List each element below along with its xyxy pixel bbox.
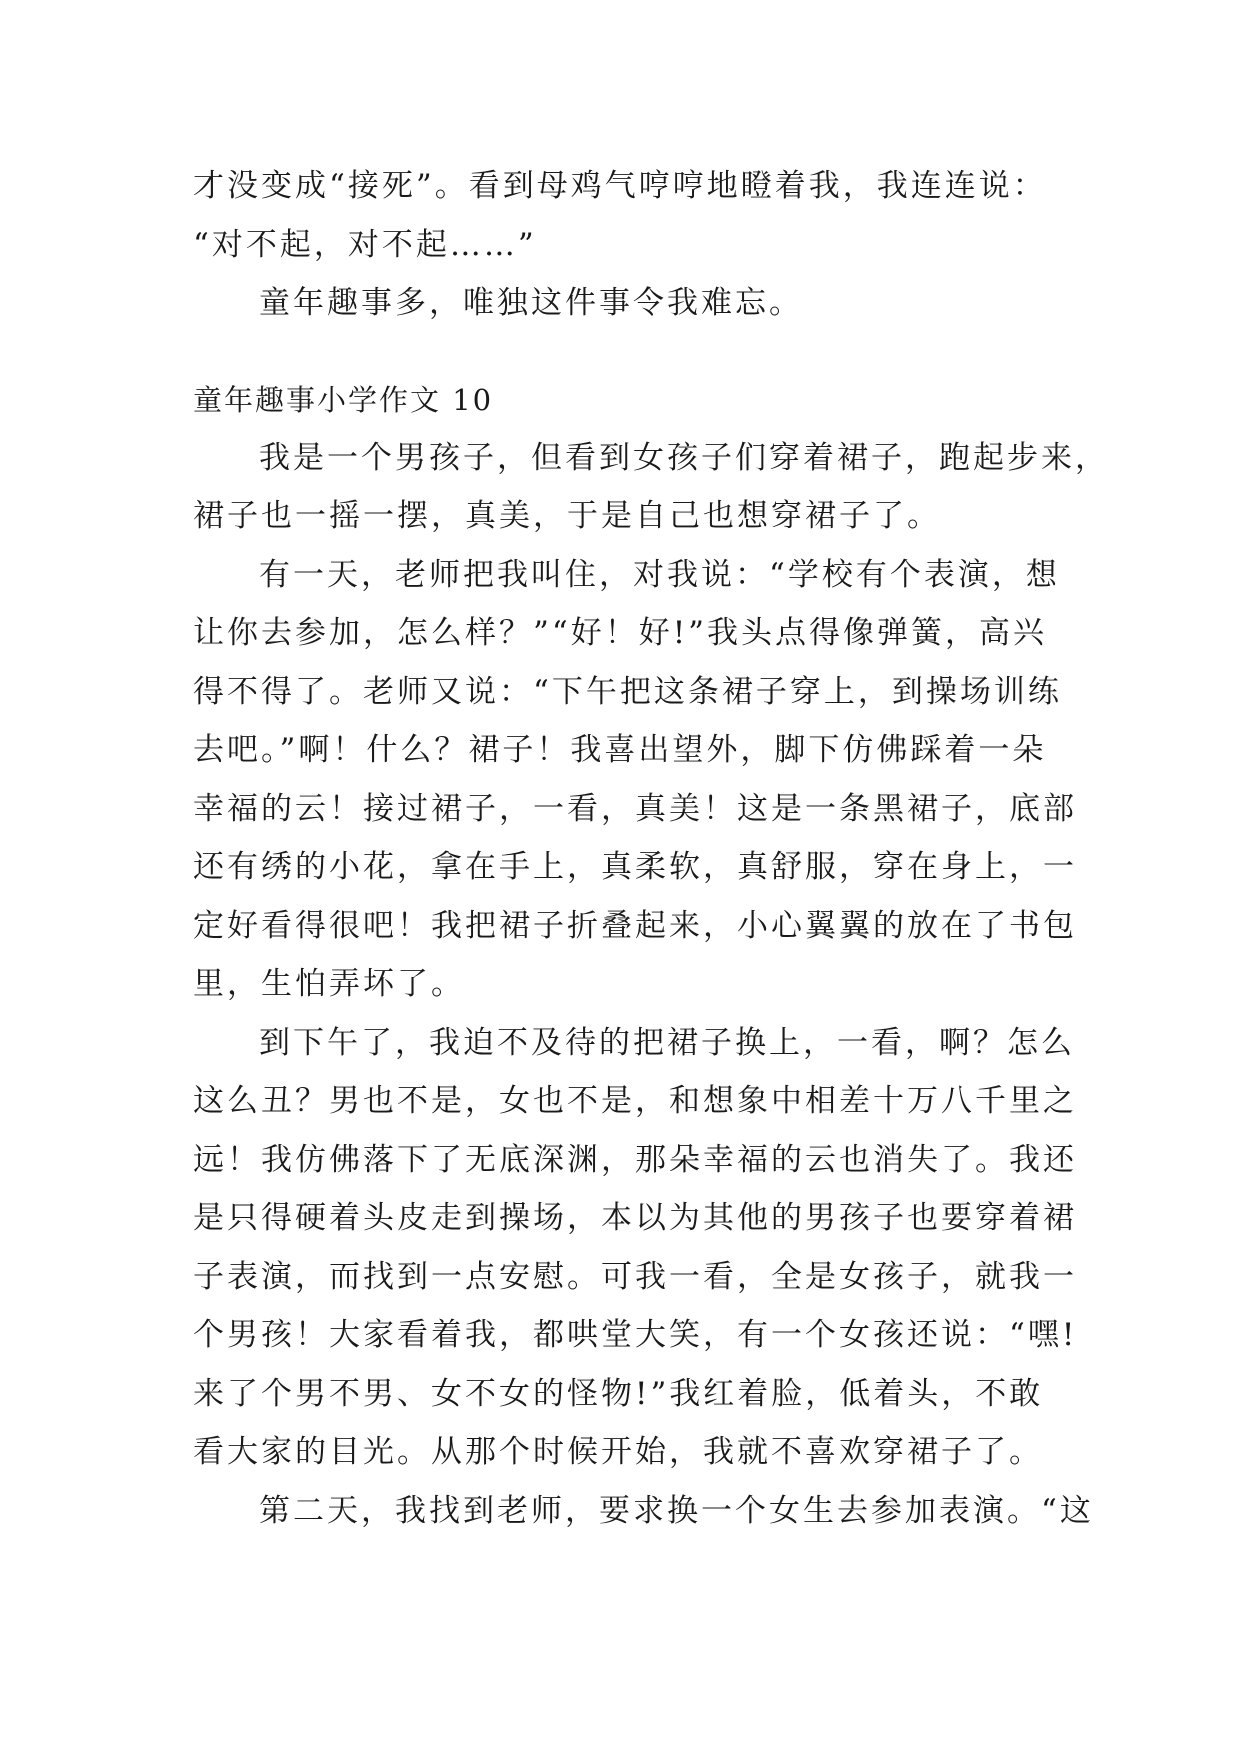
text-line: 有一天，老师把我叫住，对我说：“学校有个表演，想 <box>259 556 1060 593</box>
text-line: 这么丑？男也不是，女也不是，和想象中相差十万八千里之 <box>193 1083 1077 1119</box>
section-spacer <box>193 333 1055 371</box>
text-line: 还有绣的小花，拿在手上，真柔软，真舒服，穿在身上，一 <box>193 849 1077 885</box>
text-line: 到下午了，我迫不及待的把裙子换上，一看，啊？怎么 <box>259 1024 1075 1061</box>
text-line: 去吧。”啊！什么？裙子！我喜出望外，脚下仿佛踩着一朵 <box>193 732 1047 768</box>
text-line: 里，生怕弄坏了。 <box>193 966 465 1002</box>
text-line: 童年趣事多，唯独这件事令我难忘。 <box>259 285 803 321</box>
text-line: 第二天，我找到老师，要求换一个女生去参加表演。“这 <box>259 1492 1094 1529</box>
essay-paragraph-1 <box>193 429 1109 546</box>
closing-paragraph <box>193 274 1055 333</box>
essay-paragraph-3 <box>193 1014 1078 1482</box>
text-line: 子表演，而找到一点安慰。可我一看，全是女孩子，就我一 <box>193 1258 1077 1295</box>
essay-paragraph-2 <box>193 546 1077 1014</box>
text-line: 我是一个男孩子，但看到女孩子们穿着裙子，跑起步来， <box>259 439 1109 476</box>
essay-paragraph-4 <box>193 1482 1094 1541</box>
text-line: 得不得了。老师又说：“下午把这条裙子穿上，到操场训练 <box>193 673 1062 710</box>
text-line: 幸福的云！接过裙子，一看，真美！这是一条黑裙子，底部 <box>193 790 1077 827</box>
text-line: 是只得硬着头皮走到操场，本以为其他的男孩子也要穿着裙 <box>193 1200 1077 1236</box>
text-line: 个男孩！大家看着我，都哄堂大笑，有一个女孩还说：“嘿! <box>193 1317 1078 1353</box>
text-line: “对不起，对不起……” <box>193 226 537 263</box>
text-line: 定好看得很吧！我把裙子折叠起来，小心翼翼的放在了书包 <box>193 907 1077 944</box>
continuation-paragraph <box>193 157 1055 274</box>
text-line: 看大家的目光。从那个时候开始，我就不喜欢穿裙子了。 <box>193 1434 1043 1470</box>
text-line: 才没变成“接死”。看到母鸡气哼哼地瞪着我，我连连说： <box>193 168 1047 204</box>
essay-heading: 童年趣事小学作文 10 <box>193 382 494 417</box>
text-line: 来了个男不男、女不女的怪物!”我红着脸，低着头，不敢 <box>193 1375 1044 1412</box>
document-body <box>193 157 1109 1540</box>
text-line: 远！我仿佛落下了无底深渊，那朵幸福的云也消失了。我还 <box>193 1141 1077 1178</box>
text-line: 裙子也一摇一摆，真美，于是自己也想穿裙子了。 <box>193 498 941 534</box>
text-line: 让你去参加，怎么样？”“好！好!”我头点得像弹簧，高兴 <box>193 615 1047 651</box>
